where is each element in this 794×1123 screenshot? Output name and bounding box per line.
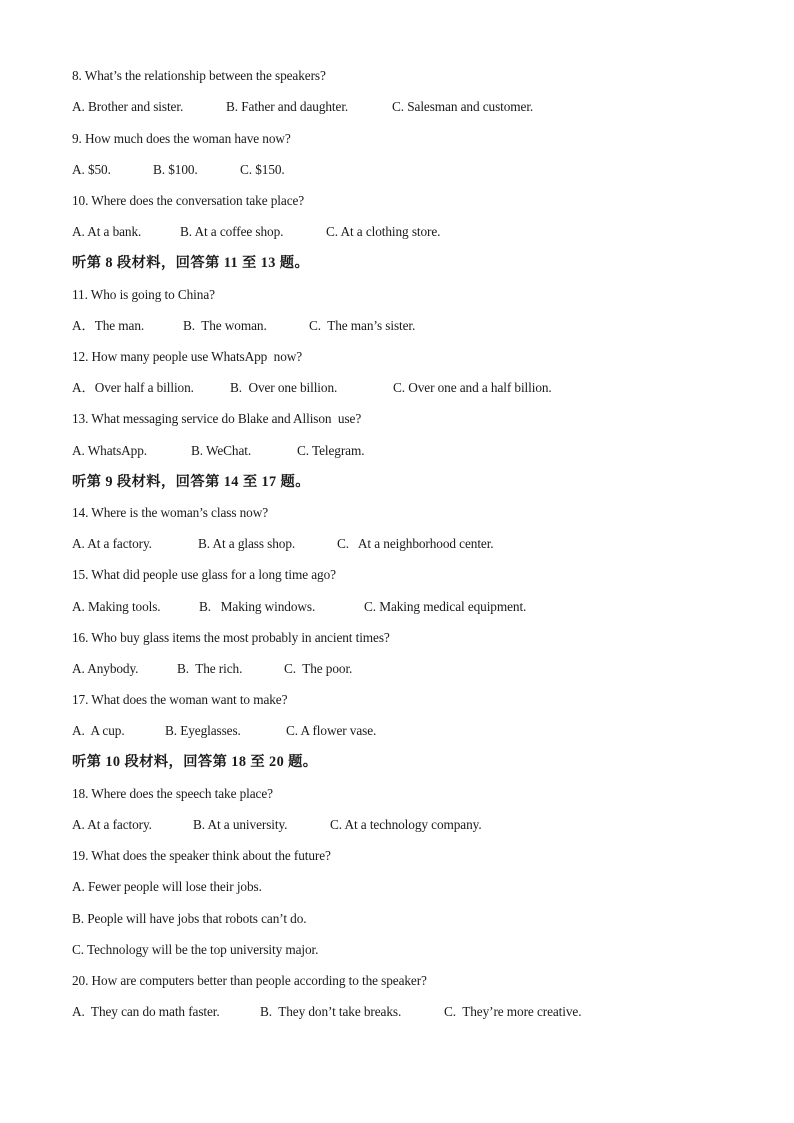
option-b: B. At a coffee shop. — [180, 224, 284, 239]
question-11: 11. Who is going to China? — [72, 287, 215, 302]
question-8: 8. What’s the relationship between the speakers? — [72, 68, 326, 83]
option-b: B. The rich. — [177, 661, 243, 676]
option-b: B. Father and daughter. — [226, 99, 349, 114]
option-c: C. At a clothing store. — [326, 224, 441, 239]
question-9: 9. How much does the woman have now? — [72, 131, 291, 146]
question-19: 19. What does the speaker think about the future? — [72, 848, 331, 863]
option-a: A. Anybody. — [72, 661, 139, 676]
question-15: 15. What did people use glass for a long time ago? — [72, 567, 336, 582]
option-c: C. They’re more creative. — [444, 1004, 582, 1019]
question-11-options — [72, 318, 772, 334]
option-a: A．The man. — [72, 318, 145, 333]
option-b: B. At a university. — [193, 817, 288, 832]
question-20-options — [72, 1004, 772, 1020]
option-a: A. A cup. — [72, 723, 125, 738]
option-c: C. $150. — [240, 162, 285, 177]
option-a: A. At a factory. — [72, 536, 152, 551]
question-8-options — [72, 99, 772, 115]
option-c: C. Technology will be the top university major. — [72, 942, 319, 957]
option-c: C. Telegram. — [297, 443, 365, 458]
question-14-options — [72, 536, 772, 552]
option-a: A. Brother and sister. — [72, 99, 184, 114]
option-b: B. WeChat. — [191, 443, 252, 458]
option-b: B. At a glass shop. — [198, 536, 296, 551]
question-10-options — [72, 224, 772, 240]
question-12-options — [72, 380, 772, 396]
option-b: B. The woman. — [183, 318, 267, 333]
option-b: B. Eyeglasses. — [165, 723, 241, 738]
question-10: 10. Where does the conversation take place? — [72, 193, 305, 208]
question-12: 12. How many people use WhatsApp now? — [72, 349, 303, 364]
option-b: B. $100. — [153, 162, 198, 177]
option-c: C. The poor. — [284, 661, 353, 676]
question-20: 20. How are computers better than people according to the speaker? — [72, 973, 427, 988]
option-a: A. At a factory. — [72, 817, 152, 832]
section-heading: 听第 8 段材料，回答第 11 至 13 题。 — [72, 255, 310, 271]
question-18: 18. Where does the speech take place? — [72, 786, 273, 801]
option-b: B. People will have jobs that robots can’t do. — [72, 911, 307, 926]
option-c: C. The man’s sister. — [309, 318, 416, 333]
question-18-options — [72, 817, 772, 833]
question-16: 16. Who buy glass items the most probably in ancient times? — [72, 630, 390, 645]
option-a: A. WhatsApp. — [72, 443, 148, 458]
section-heading: 听第 9 段材料，回答第 14 至 17 题。 — [72, 474, 310, 490]
section-heading: 听第 10 段材料，回答第 18 至 20 题。 — [72, 754, 318, 770]
question-16-options — [72, 661, 772, 677]
option-a: A．Over half a billion. — [72, 380, 194, 395]
option-c: C. A flower vase. — [286, 723, 377, 738]
option-a: A. They can do math faster. — [72, 1004, 220, 1019]
option-a: A. Fewer people will lose their jobs. — [72, 879, 262, 894]
option-c: C. At a technology company. — [330, 817, 482, 832]
option-b: B. Making windows. — [199, 599, 316, 614]
question-14: 14. Where is the woman’s class now? — [72, 505, 269, 520]
option-b: B. They don’t take breaks. — [260, 1004, 402, 1019]
question-17: 17. What does the woman want to make? — [72, 692, 288, 707]
option-c: C. Salesman and customer. — [392, 99, 534, 114]
question-17-options — [72, 723, 772, 739]
option-c: C. Over one and a half billion. — [393, 380, 552, 395]
option-c: C. At a neighborhood center. — [337, 536, 494, 551]
option-a: A. Making tools. — [72, 599, 161, 614]
question-9-options — [72, 162, 772, 178]
option-a: A. $50. — [72, 162, 111, 177]
option-a: A. At a bank. — [72, 224, 142, 239]
option-b: B. Over one billion. — [230, 380, 338, 395]
question-13-options — [72, 443, 772, 459]
question-13: 13. What messaging service do Blake and Allison use? — [72, 411, 362, 426]
question-15-options — [72, 599, 772, 615]
option-c: C. Making medical equipment. — [364, 599, 527, 614]
